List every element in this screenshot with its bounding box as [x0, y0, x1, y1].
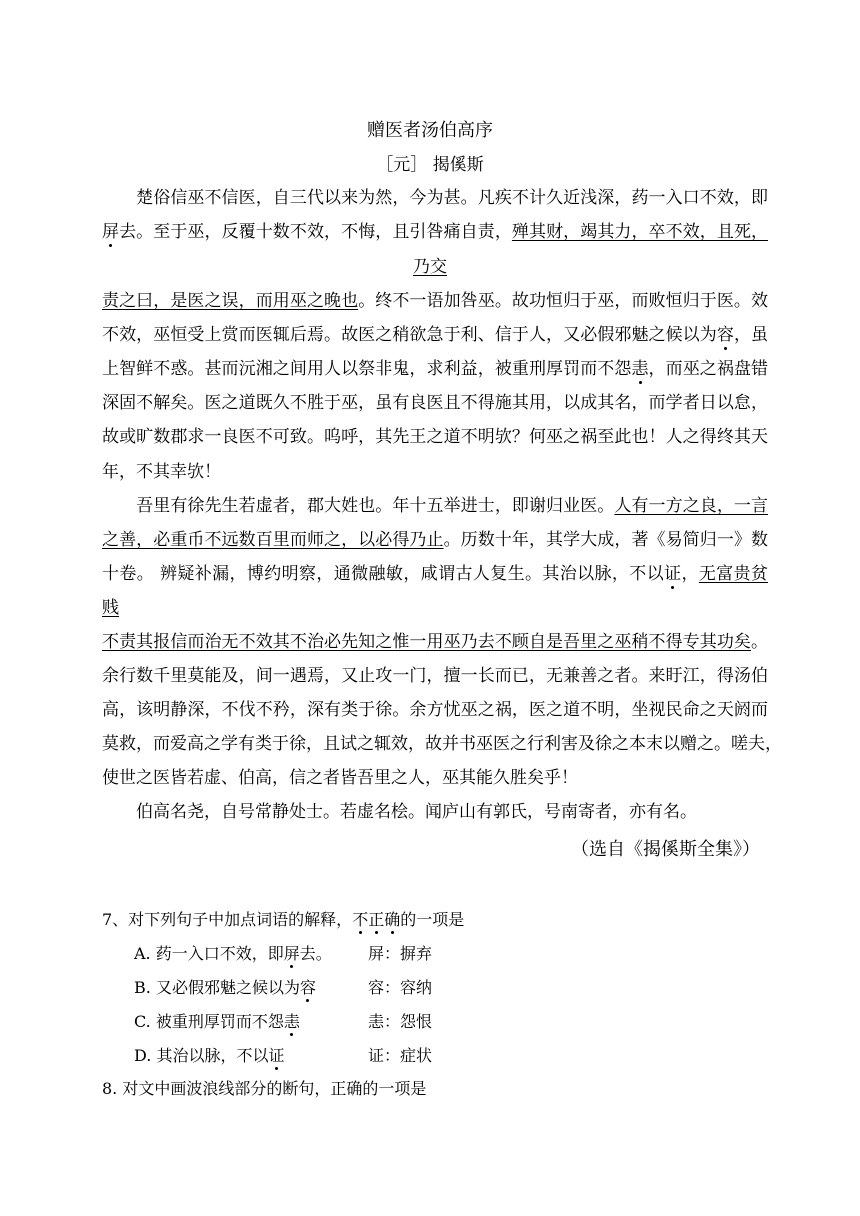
- question-7-stem: [102, 909, 768, 931]
- option-d: [134, 1045, 433, 1067]
- essay-line: [102, 767, 768, 789]
- essay-line: [102, 801, 768, 823]
- option-gloss: 屏：摒弃: [368, 944, 433, 963]
- option-c: [134, 1011, 433, 1033]
- text-run: 吾里有徐先生若虚者，郡大姓也。年十五举进士，即谢归业医。: [102, 496, 615, 516]
- option-letter: D.: [134, 1046, 157, 1065]
- underlined-text: 人有一方之良，一言: [614, 496, 769, 516]
- dotted-word: 证: [664, 564, 682, 584]
- text-run: 年，不其幸欤！: [102, 462, 221, 482]
- text-run: ，: [681, 564, 699, 584]
- dotted-word: 屏: [102, 222, 120, 242]
- dotted-word: 容: [299, 978, 316, 997]
- text-run: 药一入口不效，即: [155, 944, 284, 963]
- text-run: 又必假邪魅之候以为: [155, 978, 300, 997]
- essay-line: [102, 495, 768, 517]
- text-run: 上智鲜不惑。甚而沅湘之间用人以祭非鬼，求利益，被重刑厚罚而不怨: [102, 359, 632, 379]
- text-run: 的一项是: [400, 910, 465, 929]
- essay-line: [0, 256, 860, 278]
- option-gloss: 恚：怨恨: [368, 1012, 433, 1031]
- essay-line: [102, 597, 768, 619]
- text-run: 。: [751, 632, 768, 652]
- underlined-text: 责之曰，是医之误，而用巫之晚也: [102, 291, 359, 311]
- essay-line: [102, 290, 768, 312]
- text-run: 十卷。 辨疑补漏，博约明察，通微融敏，咸谓古人复生。其治以脉，不以: [102, 564, 665, 584]
- dotted-word: 恚: [631, 359, 649, 379]
- option-letter: A.: [134, 944, 156, 963]
- source-note: （选自《揭傒斯全集》）: [571, 839, 760, 860]
- dotted-word: 证: [268, 1046, 285, 1065]
- essay-line: [102, 563, 768, 585]
- essay-line: [102, 392, 768, 414]
- essay-line: [102, 221, 768, 243]
- text-run: 深固不解矣。医之道既久不胜于巫，虽有良医且不得施其用，以成其名，而学者日以怠，: [102, 393, 768, 413]
- text-run: 楚俗信巫不信医，自三代以来为然，今为甚。凡疾不计久近浅深，药一入口不效，即: [102, 188, 768, 208]
- text-run: 余行数千里莫能及，间一遇焉，又止攻一门，擅一长而已，无兼善之者。来盱江，得汤伯: [102, 666, 768, 686]
- text-run: 去。至于巫，反覆十数不效，不悔，且引咎痛自责，: [119, 222, 512, 242]
- text-run: 。历数十年，其学大成，著《易简归一》数: [443, 530, 768, 550]
- dotted-word: 确: [384, 910, 401, 929]
- option-gloss: 证：症状: [368, 1046, 433, 1065]
- dotted-word: 屏: [283, 944, 300, 963]
- text-run: 其治以脉，不以: [156, 1046, 269, 1065]
- text-run: 莫救，而爱高之学有类于徐，且试之辄效，故并书巫医之行利害及徐之本末以赠之。嗟夫，: [102, 734, 782, 754]
- option-letter: B.: [134, 978, 156, 997]
- underlined-text: 乃交: [413, 257, 447, 277]
- text-run: 高，该明静深，不伐不矜，深有类于徐。余方忧巫之祸，医之道不明，坐视民命之天阏而: [102, 700, 768, 720]
- option-a: [134, 943, 433, 965]
- text-run: 故或旷数郡求一良医不可致。呜呼，其先王之道不明欤？何巫之祸至此也！人之得终其天: [102, 427, 768, 447]
- text-run: ，而巫之祸盘错: [648, 359, 769, 379]
- essay-line: [102, 699, 768, 721]
- essay-line: [102, 426, 768, 448]
- dotted-word: 容: [716, 325, 734, 345]
- text-run: 使世之医皆若虚、伯高，信之者皆吾里之人，巫其能久胜矣乎！: [102, 768, 578, 788]
- dotted-word: 正: [368, 910, 385, 929]
- option-gloss: 容：容纳: [368, 978, 433, 997]
- dotted-word: 恚: [283, 1012, 300, 1031]
- option-b: [134, 977, 433, 999]
- essay-line: [102, 358, 768, 380]
- text-run: 不效，巫恒受上赏而医辄后焉。故医之稍欲急于利、信于人，又必假邪魅之候以为: [102, 325, 717, 345]
- text-run: 。终不一语加咎巫。故功恒归于巫，而败恒归于医。效: [358, 291, 769, 311]
- essay-line: [102, 665, 768, 687]
- text-run: ，虽: [733, 325, 769, 345]
- essay-line: [102, 733, 782, 755]
- essay-line: [102, 529, 768, 551]
- underlined-text: 贱: [102, 598, 119, 618]
- underlined-text: 殚其财，竭其力，卒不效，且死，: [511, 222, 769, 242]
- text-run: 被重刑厚罚而不怨: [155, 1012, 284, 1031]
- essay-title: 赠医者汤伯高序: [367, 120, 493, 141]
- essay-line: [102, 324, 768, 346]
- text-run: 7、对下列句子中加点词语的解释，: [102, 910, 353, 929]
- underlined-text: 不责其报信而治无不效其不治必先知之惟一用巫乃去不顾自是吾里之巫稍不得专其功矣: [102, 632, 751, 652]
- essay-line: [102, 631, 768, 653]
- text-run: 去。: [299, 944, 332, 963]
- text-run: 伯高名尧，自号常静处士。若虚名桧。闻庐山有郭氏，号南寄者，亦有名。: [102, 802, 697, 822]
- underlined-text: 之善，必重币不远数百里而师之，以必得乃止: [102, 530, 444, 550]
- essay-author: ［元］ 揭傒斯: [376, 155, 484, 175]
- question-8-stem: 8. 对文中画波浪线部分的断句，正确的一项是: [102, 1079, 427, 1098]
- essay-line: [102, 461, 768, 483]
- dotted-word: 不: [352, 910, 369, 929]
- underlined-text: 无富贵贫: [698, 564, 769, 584]
- option-letter: C.: [134, 1012, 156, 1031]
- essay-line: [102, 187, 768, 209]
